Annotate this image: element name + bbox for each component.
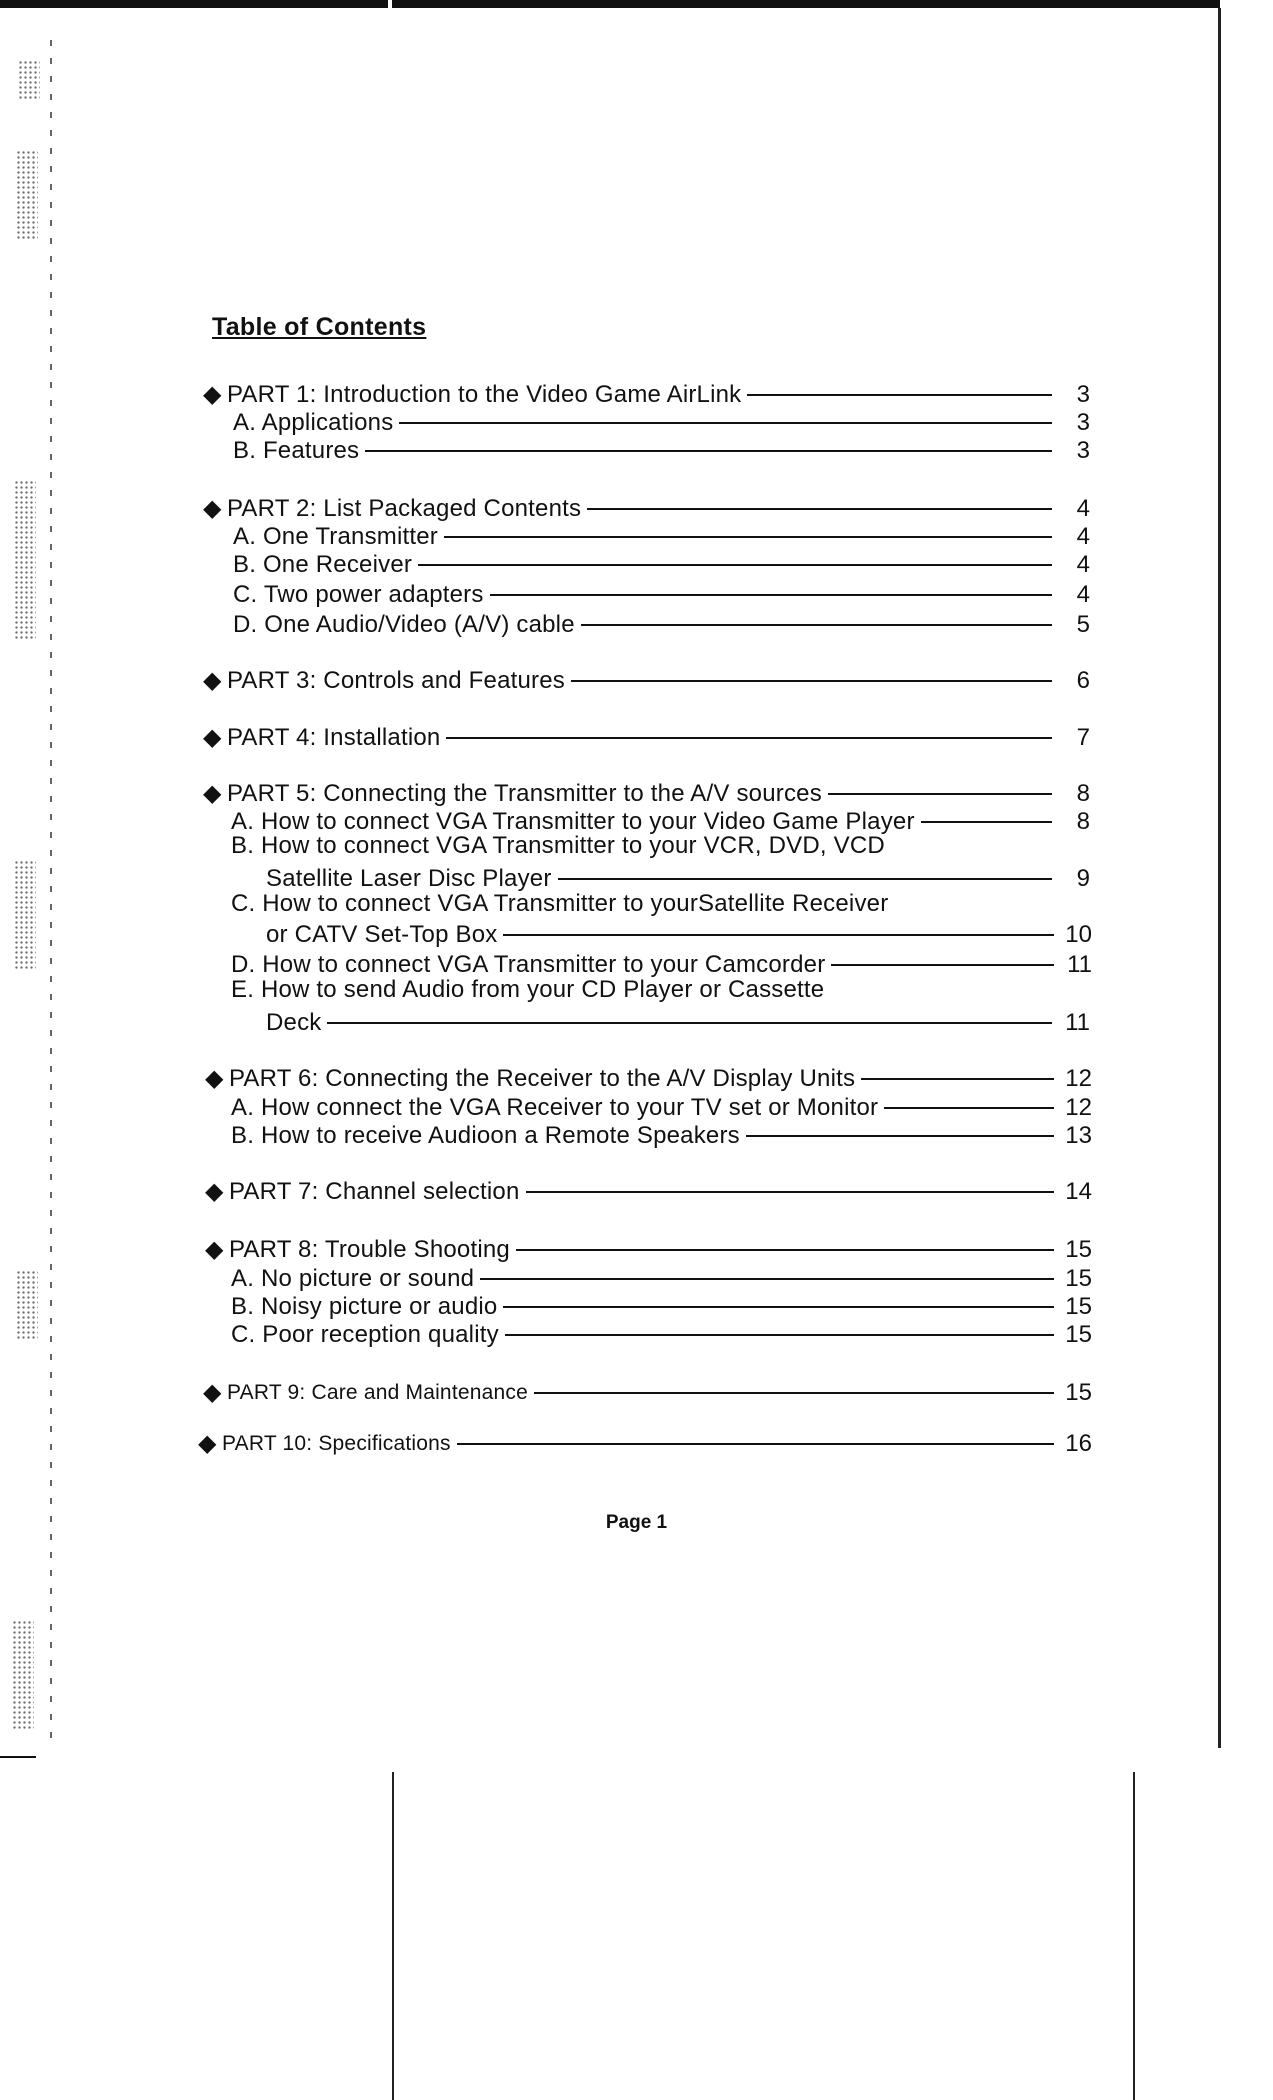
toc-entry-page: 4	[1076, 581, 1090, 608]
toc-entry-part-3	[203, 664, 1090, 694]
toc-entry-label: A. One Transmitter	[233, 523, 438, 550]
toc-entry-part-6	[205, 1062, 1092, 1092]
toc-entry-page: 9	[1076, 865, 1090, 892]
bullet-diamond-icon: ◆	[205, 1236, 224, 1263]
leader-line	[587, 508, 1052, 510]
bullet-diamond-icon: ◆	[203, 381, 222, 408]
toc-entry-part-5d	[231, 948, 1092, 978]
bullet-diamond-icon: ◆	[205, 1065, 224, 1092]
toc-entry-label: PART 7: Channel selection	[229, 1178, 520, 1205]
toc-entry-page: 8	[1076, 808, 1090, 835]
scan-border-bottom-right-line	[1133, 1772, 1135, 2100]
leader-line	[534, 1392, 1054, 1394]
bullet-diamond-icon: ◆	[203, 780, 222, 807]
leader-line	[828, 793, 1052, 795]
toc-entry-label: Satellite Laser Disc Player	[266, 865, 552, 892]
leader-line	[558, 878, 1052, 880]
scan-border-bottom-left	[0, 1756, 36, 1758]
toc-entry-part-7	[205, 1175, 1092, 1205]
toc-entry-page: 11	[1067, 951, 1092, 978]
leader-line	[571, 680, 1052, 682]
toc-entry-part-6a	[231, 1091, 1092, 1121]
toc-entry-page: 14	[1065, 1178, 1092, 1205]
toc-entry-label: B. Noisy picture or audio	[231, 1293, 498, 1320]
toc-entry-part-8b	[231, 1290, 1092, 1320]
toc-entry-label: C. Two power adapters	[233, 581, 484, 608]
leader-line	[516, 1249, 1054, 1251]
scan-border-right	[1218, 8, 1221, 1748]
toc-entry-label: PART 8: Trouble Shooting	[229, 1236, 510, 1263]
toc-entry-part-9	[203, 1376, 1092, 1406]
toc-entry-part-1	[203, 378, 1090, 408]
scan-noise	[14, 480, 36, 640]
toc-entry-label: A. No picture or sound	[231, 1265, 475, 1292]
toc-entry-label: D. One Audio/Video (A/V) cable	[233, 611, 575, 638]
toc-entry-label: Deck	[266, 1009, 322, 1036]
toc-entry-page: 13	[1065, 1122, 1092, 1149]
toc-entry-part-8	[205, 1233, 1092, 1263]
scan-noise	[16, 1270, 38, 1340]
toc-entry-label: PART 2: List Packaged Contents	[227, 495, 582, 522]
leader-line	[327, 1022, 1052, 1024]
toc-entry-part-8a	[231, 1262, 1092, 1292]
leader-line	[399, 422, 1052, 424]
toc-entry-part-6b	[231, 1119, 1092, 1149]
leader-line	[490, 594, 1052, 596]
toc-entry-label: PART 5: Connecting the Transmitter to the A/V sources	[227, 780, 822, 807]
bullet-diamond-icon: ◆	[203, 667, 222, 694]
leader-line	[921, 821, 1052, 823]
toc-entry-part-1b	[233, 434, 1090, 464]
toc-entry-page: 4	[1076, 495, 1090, 522]
toc-entry-part-8c	[231, 1318, 1092, 1348]
toc-entry-label: A. Applications	[233, 409, 394, 436]
leader-line	[457, 1443, 1054, 1445]
scan-border-bottom-left-line	[392, 1772, 394, 2100]
toc-entry-page: 12	[1065, 1094, 1092, 1121]
page-number-footer: Page 1	[605, 1512, 668, 1533]
toc-entry-part-5b-line1: B. How to connect VGA Transmitter to your VCR, DVD, VCD	[231, 832, 885, 859]
toc-entry-part-4	[203, 721, 1090, 751]
toc-entry-part-1a	[233, 406, 1090, 436]
toc-entry-page: 10	[1065, 921, 1092, 948]
toc-entry-page: 15	[1065, 1379, 1092, 1406]
toc-entry-page: 15	[1065, 1236, 1092, 1263]
toc-entry-page: 12	[1065, 1065, 1092, 1092]
toc-entry-page: 15	[1065, 1321, 1092, 1348]
bullet-diamond-icon: ◆	[203, 724, 222, 751]
toc-entry-page: 16	[1065, 1430, 1092, 1457]
toc-entry-label: PART 4: Installation	[227, 724, 441, 751]
scan-noise	[18, 60, 40, 100]
toc-entry-page: 3	[1076, 437, 1090, 464]
scan-border-top-left	[0, 0, 388, 8]
bullet-diamond-icon: ◆	[198, 1430, 217, 1457]
leader-line	[503, 934, 1054, 936]
toc-entry-label: PART 1: Introduction to the Video Game AirLink	[227, 381, 742, 408]
scan-border-top-right	[392, 0, 1220, 8]
toc-entry-page: 4	[1076, 551, 1090, 578]
toc-entry-label: PART 3: Controls and Features	[227, 667, 565, 694]
leader-line	[505, 1334, 1054, 1336]
toc-entry-label: B. One Receiver	[233, 551, 413, 578]
toc-entry-page: 5	[1076, 611, 1090, 638]
page-title: Table of Contents	[212, 313, 427, 341]
toc-entry-label: PART 9: Care and Maintenance	[227, 1381, 528, 1404]
scan-border-left	[50, 40, 52, 1750]
scan-noise	[12, 1620, 34, 1730]
leader-line	[446, 737, 1052, 739]
toc-entry-label: or CATV Set-Top Box	[266, 921, 498, 948]
leader-line	[503, 1306, 1054, 1308]
toc-entry-page: 11	[1065, 1009, 1090, 1036]
leader-line	[747, 394, 1052, 396]
toc-entry-page: 3	[1076, 381, 1090, 408]
toc-entry-label: PART 10: Specifications	[222, 1432, 451, 1455]
toc-entry-label: C. Poor reception quality	[231, 1321, 499, 1348]
toc-entry-label: A. How connect the VGA Receiver to your TV set or Monitor	[231, 1094, 879, 1121]
toc-entry-part-5c	[266, 918, 1092, 948]
toc-entry-label: PART 6: Connecting the Receiver to the A/V Display Units	[229, 1065, 856, 1092]
toc-entry-page: 6	[1076, 667, 1090, 694]
leader-line	[861, 1078, 1054, 1080]
toc-entry-page: 7	[1076, 724, 1090, 751]
toc-entry-page: 8	[1076, 780, 1090, 807]
leader-line	[480, 1278, 1054, 1280]
toc-entry-part-5c-line1: C. How to connect VGA Transmitter to yourSatellite Receiver	[231, 890, 889, 917]
toc-entry-label: B. How to receive Audioon a Remote Speakers	[231, 1122, 740, 1149]
leader-line	[365, 450, 1052, 452]
toc-entry-part-5e	[266, 1006, 1090, 1036]
toc-entry-page: 15	[1065, 1293, 1092, 1320]
toc-entry-page: 4	[1076, 523, 1090, 550]
leader-line	[418, 564, 1052, 566]
leader-line	[581, 624, 1052, 626]
scan-noise	[16, 150, 38, 240]
bullet-diamond-icon: ◆	[203, 495, 222, 522]
leader-line	[884, 1107, 1054, 1109]
toc-entry-label: B. Features	[233, 437, 360, 464]
toc-entry-part-5e-line1: E. How to send Audio from your CD Player or Cassette	[231, 976, 825, 1003]
toc-entry-part-2c	[233, 578, 1090, 608]
toc-entry-part-2d	[233, 608, 1090, 638]
toc-entry-part-5a	[231, 805, 1090, 835]
toc-entry-part-5b	[266, 862, 1090, 892]
toc-entry-label: A. How to connect VGA Transmitter to your Video Game Player	[231, 808, 915, 835]
toc-entry-part-2	[203, 492, 1090, 522]
toc-entry-part-5	[203, 777, 1090, 807]
toc-entry-page: 3	[1076, 409, 1090, 436]
leader-line	[746, 1135, 1054, 1137]
toc-entry-part-2a	[233, 520, 1090, 550]
toc-entry-part-2b	[233, 548, 1090, 578]
leader-line	[526, 1191, 1054, 1193]
bullet-diamond-icon: ◆	[203, 1379, 222, 1406]
leader-line	[444, 536, 1052, 538]
toc-entry-page: 15	[1065, 1265, 1092, 1292]
leader-line	[831, 964, 1054, 966]
toc-entry-part-10	[198, 1427, 1092, 1457]
toc-entry-label: D. How to connect VGA Transmitter to your Camcorder	[231, 951, 826, 978]
scan-noise	[14, 860, 36, 970]
bullet-diamond-icon: ◆	[205, 1178, 224, 1205]
